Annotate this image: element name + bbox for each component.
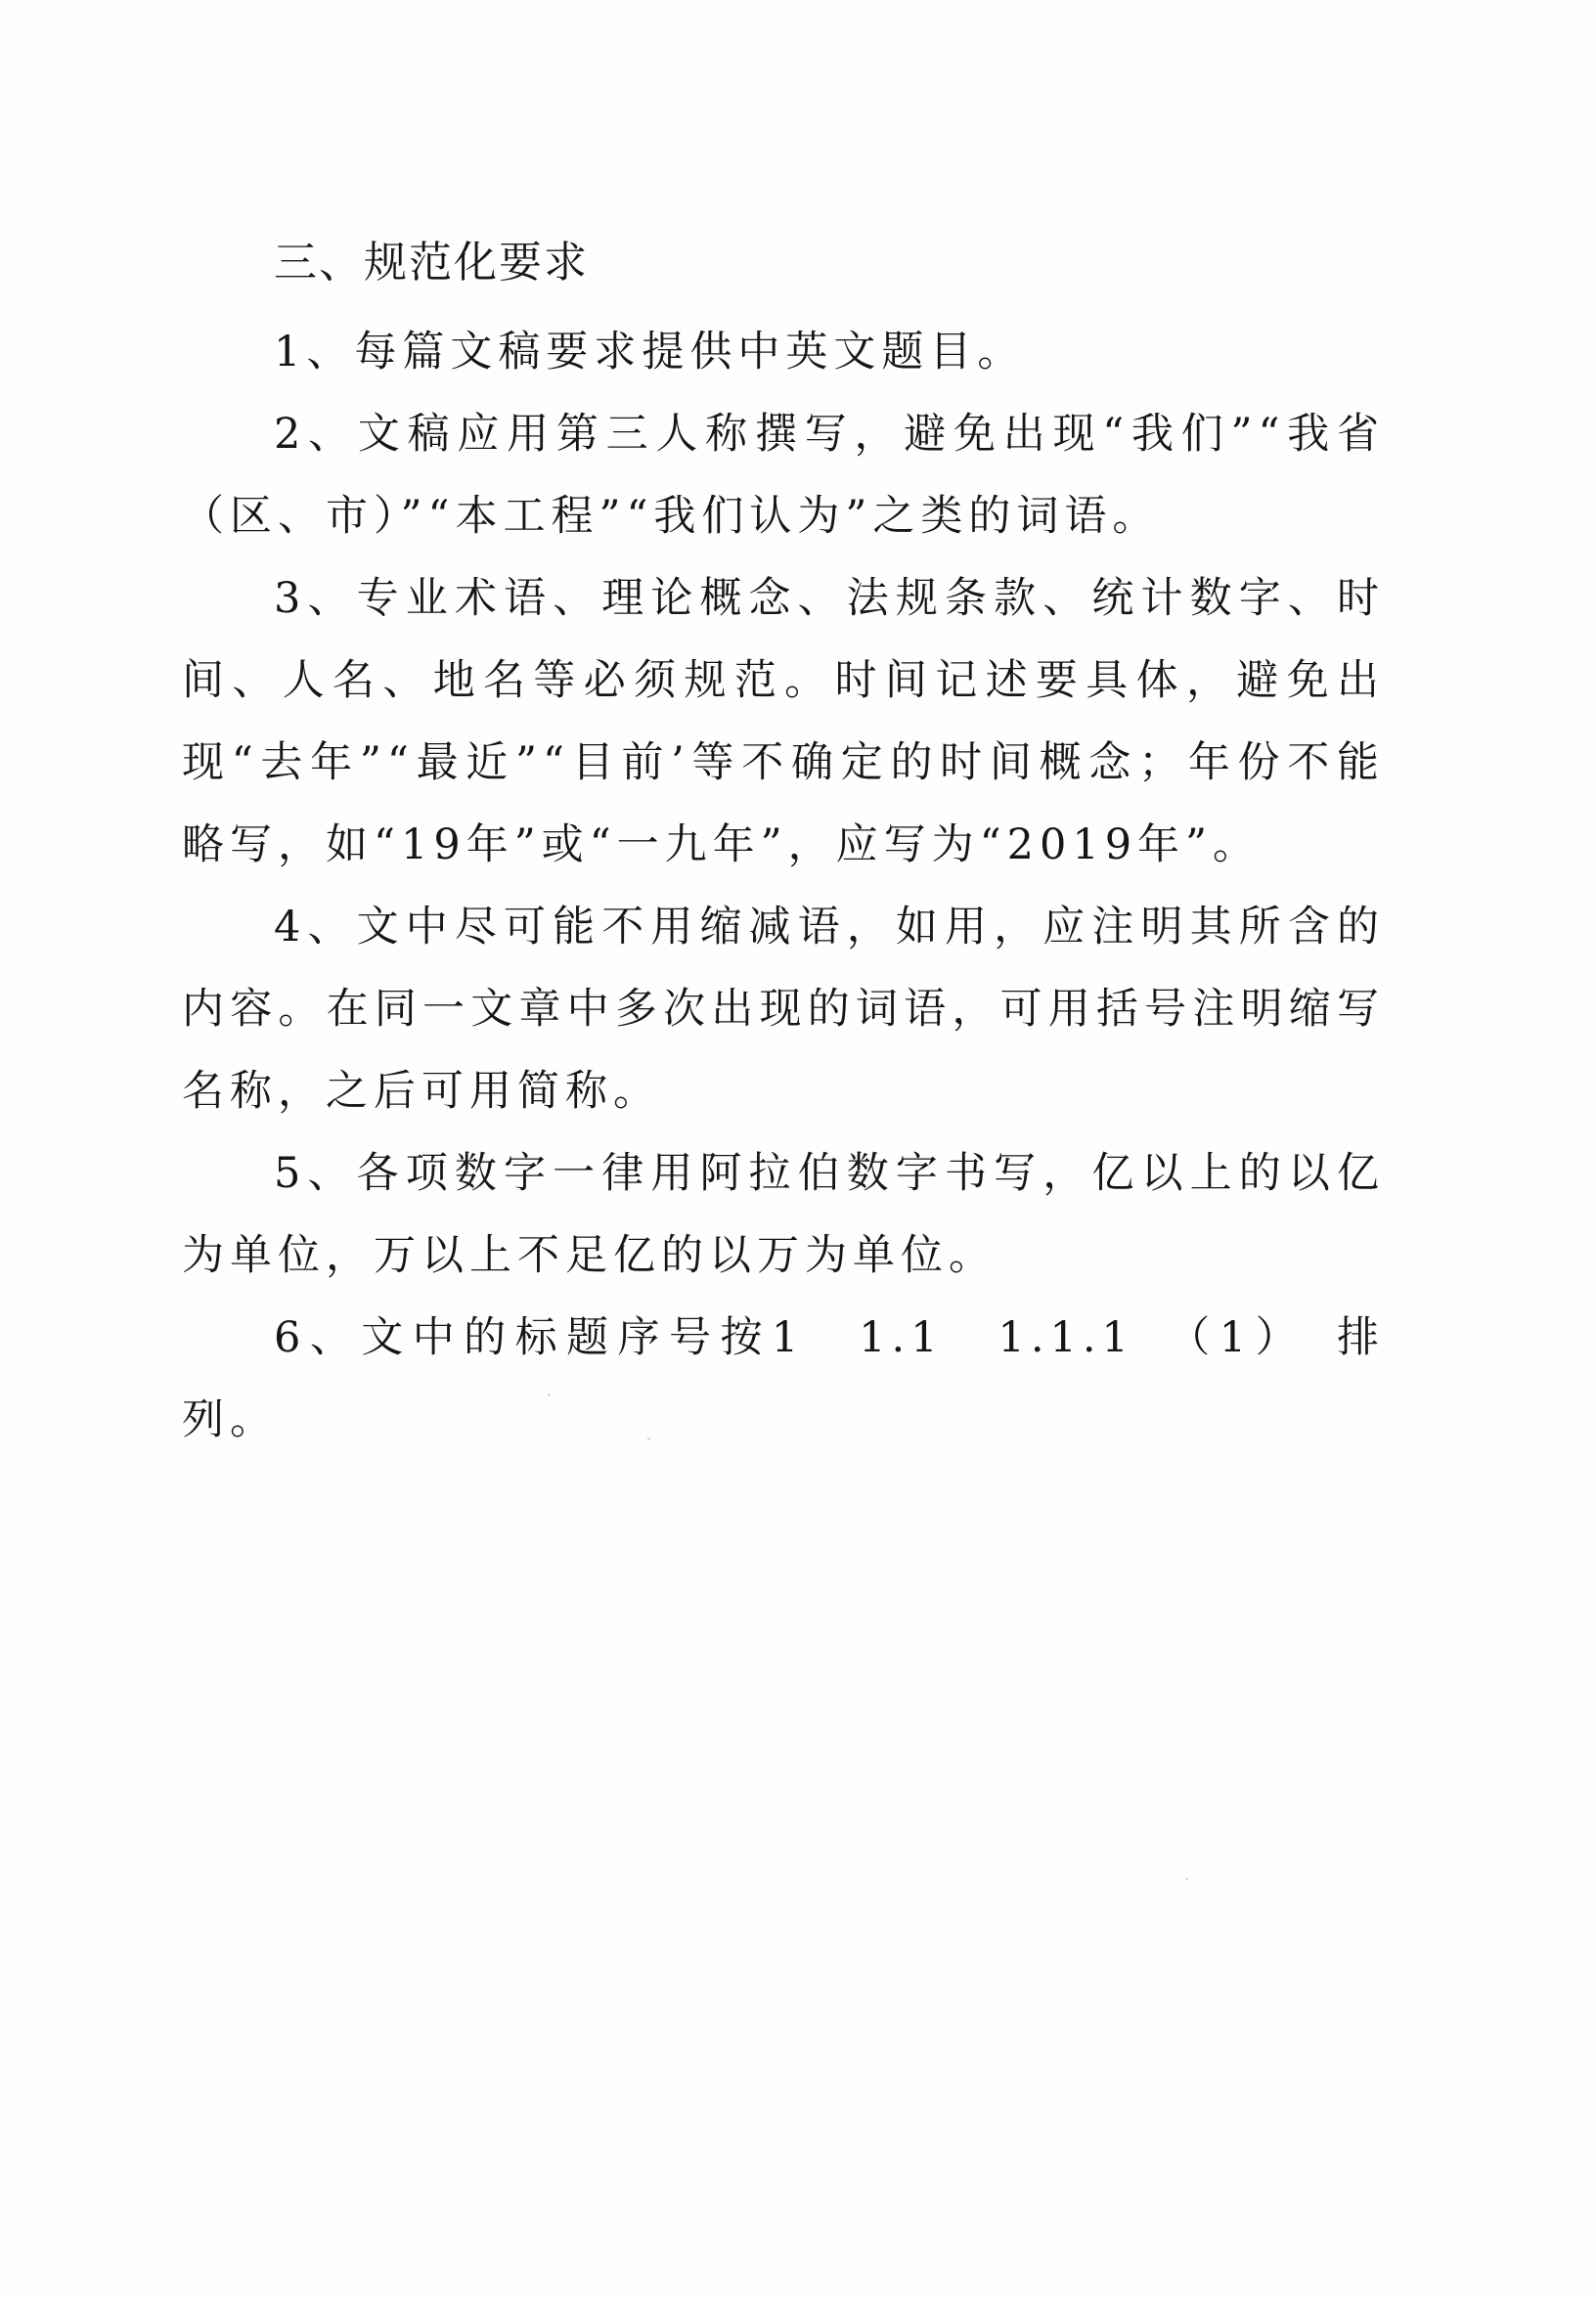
requirement-item-1: 1、每篇文稿要求提供中英文题目。 <box>274 328 1026 376</box>
requirement-item-5: 5、各项数字一律用阿拉伯数字书写，亿以上的以亿为单位，万以上不足亿的以万为单位。 <box>182 1149 1385 1280</box>
scan-speck <box>647 1438 650 1440</box>
document-body <box>182 227 1385 1461</box>
scan-speck <box>1185 1878 1188 1880</box>
scan-speck <box>548 1393 551 1396</box>
section-heading: 三、规范化要求 <box>274 238 589 288</box>
requirement-item-3: 3、专业术语、理论概念、法规条款、统计数字、时间、人名、地名等必须规范。时间记述要具体，避免出现“去年”“最近”“目前’等不确定的时间概念；年份不能略写，如“19年”或“一九年”，应写为“2019年”。 <box>182 574 1385 869</box>
requirement-item-2: 2、文稿应用第三人称撰写，避免出现“我们”“我省（区、市）”“本工程”“我们认为”之类的词语。 <box>182 410 1385 541</box>
requirement-item-4: 4、文中尽可能不用缩减语，如用，应注明其所含的内容。在同一文章中多次出现的词语，可用括号注明缩写名称，之后可用简称。 <box>182 903 1385 1116</box>
requirement-item-6: 6、文中的标题序号按1 1.1 1.1.1 （1） 排列。 <box>182 1313 1385 1444</box>
